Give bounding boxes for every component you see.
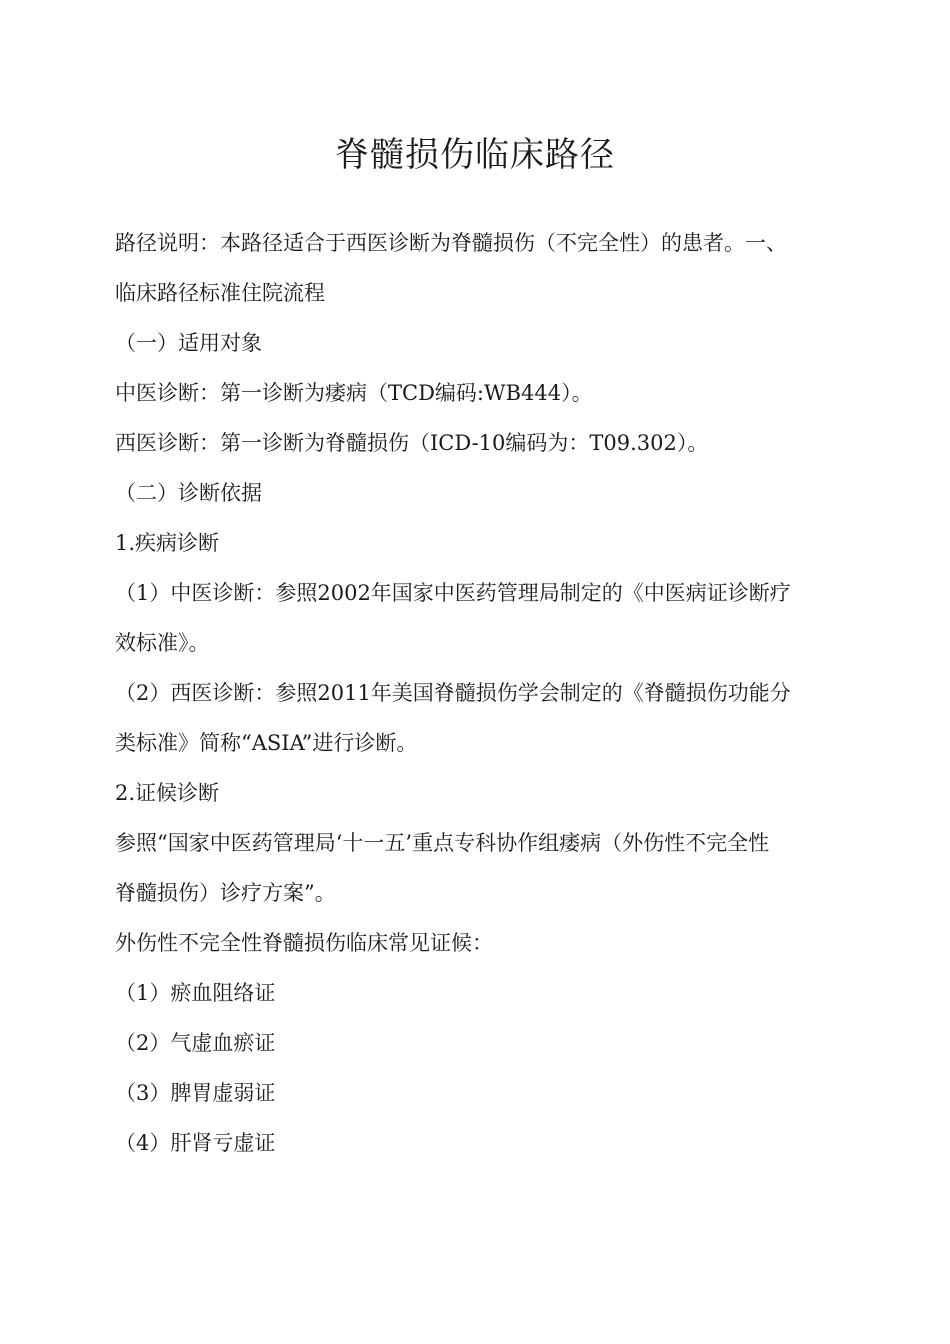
paragraph-syndrome-reference: 参照“国家中医药管理局‘十一五’重点专科协作组痿病（外伤性不完全性	[115, 831, 770, 855]
paragraph-western-reference: （2）西医诊断：参照2011年美国脊髓损伤学会制定的《脊髓损伤功能分	[115, 681, 791, 705]
heading-disease-diagnosis: 1.疾病诊断	[115, 531, 220, 555]
paragraph-tcm-reference: （1）中医诊断：参照2002年国家中医药管理局制定的《中医病证诊断疗	[115, 581, 791, 605]
list-item-syndrome-1: （1）瘀血阻络证	[115, 981, 276, 1005]
list-item-syndrome-4: （4）肝肾亏虚证	[115, 1131, 276, 1155]
document-body	[115, 218, 845, 1168]
paragraph-common-syndromes: 外伤性不完全性脊髓损伤临床常见证候：	[115, 931, 493, 955]
paragraph-path-description: 路径说明：本路径适合于西医诊断为脊髓损伤（不完全性）的患者。一、	[115, 231, 787, 255]
heading-syndrome-diagnosis: 2.证候诊断	[115, 781, 220, 805]
paragraph-tcm-reference-cont: 效标准》。	[115, 631, 210, 655]
paragraph-western-diagnosis: 西医诊断：第一诊断为脊髓损伤（ICD-10编码为：T09.302）。	[115, 431, 709, 455]
document-title: 脊髓损伤临床路径	[335, 135, 615, 175]
heading-diagnostic-basis: （二）诊断依据	[115, 481, 262, 505]
heading-applicable-subjects: （一）适用对象	[115, 331, 262, 355]
list-item-syndrome-3: （3）脾胃虚弱证	[115, 1081, 276, 1105]
paragraph-syndrome-reference-cont: 脊髓损伤）诊疗方案”。	[115, 881, 336, 905]
paragraph-western-reference-cont: 类标准》简称“ASIA”进行诊断。	[115, 731, 418, 755]
paragraph-path-description-cont: 临床路径标准住院流程	[115, 281, 325, 305]
list-item-syndrome-2: （2）气虚血瘀证	[115, 1031, 276, 1055]
paragraph-tcm-diagnosis: 中医诊断：第一诊断为痿病（TCD编码:WB444）。	[115, 381, 593, 405]
